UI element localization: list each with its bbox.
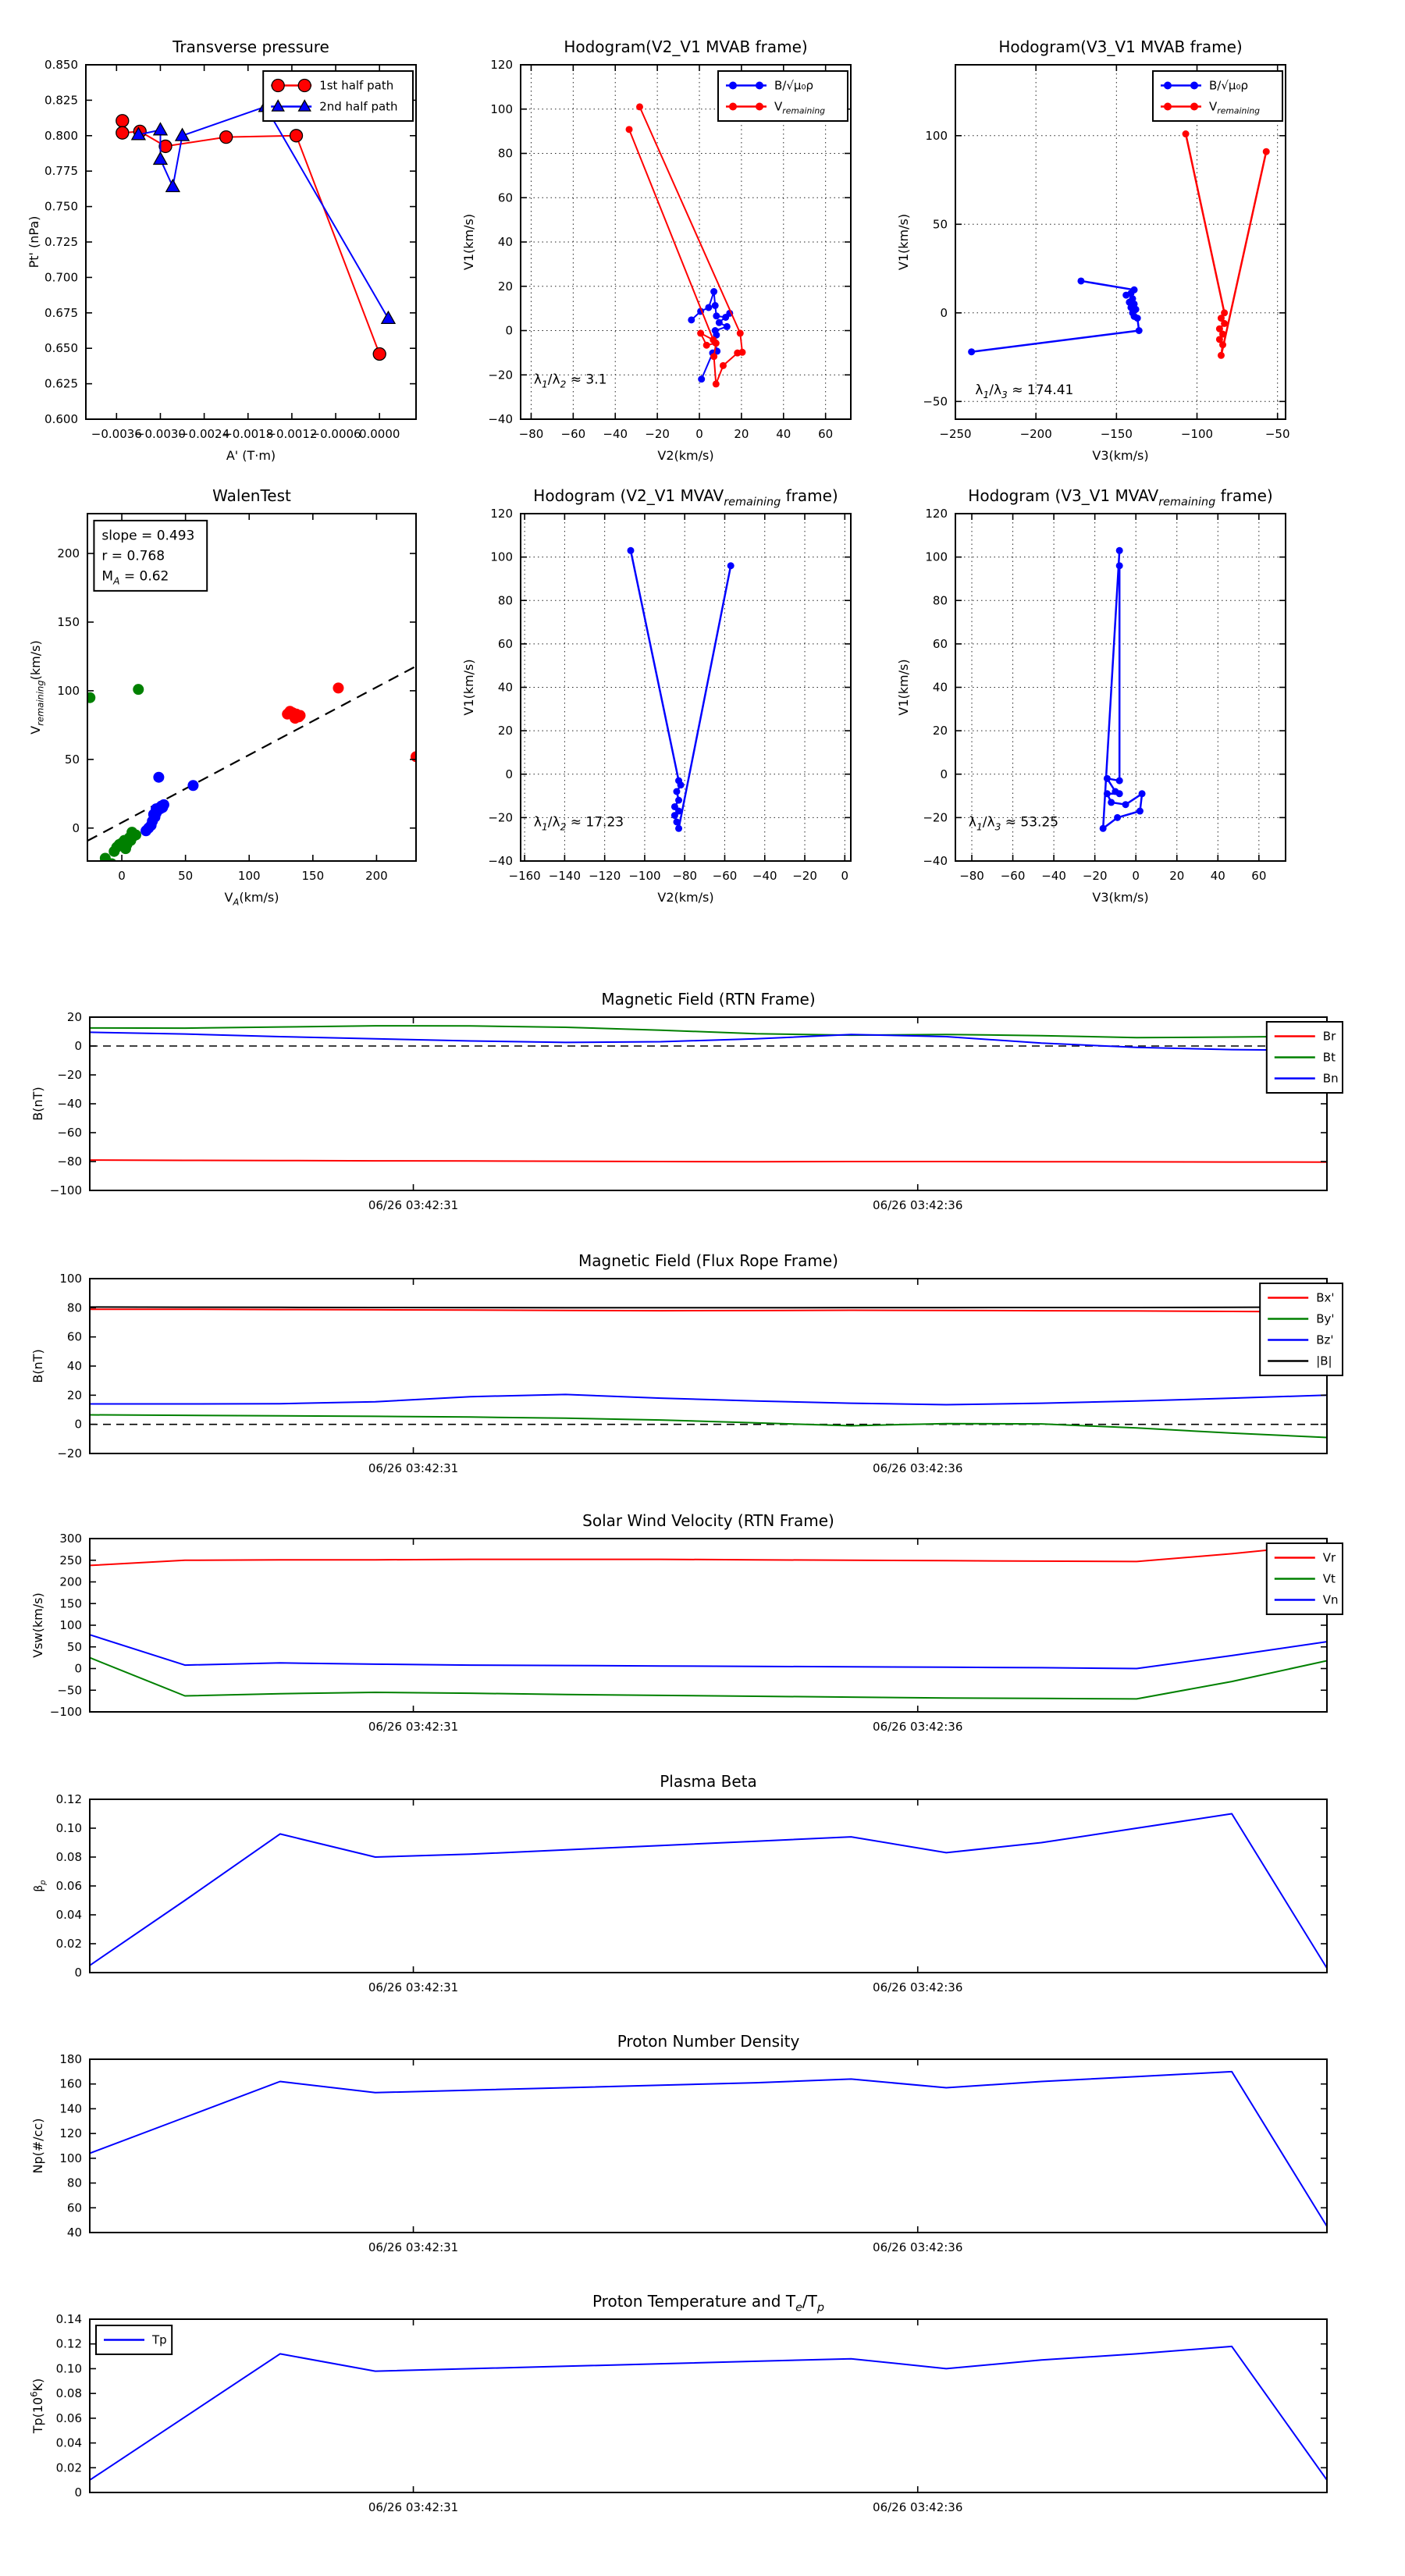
ytick-label: 0.04	[55, 1908, 82, 1922]
xtick-label: 150	[301, 869, 325, 883]
ytick-label: 0.675	[44, 305, 78, 320]
ytick-label: 0.775	[44, 164, 78, 179]
ytick-label: 100	[490, 550, 513, 564]
xtick-label: 06/26 03:42:36	[873, 2240, 963, 2254]
ytick-label: 200	[59, 1574, 82, 1589]
xlabel: $V_A(km/s)$	[224, 890, 279, 908]
ylabel: B(nT)	[30, 1349, 45, 1383]
panel-hodogram-v3v1-mvab	[889, 22, 1360, 471]
xlabel: A' (T·m)	[226, 448, 276, 463]
ytick-label: 40	[932, 680, 948, 695]
xtick-label: −0.0006	[310, 427, 361, 441]
stats-line: $M_A = 0.62$	[101, 568, 169, 587]
ytick-label: 120	[925, 507, 948, 521]
ytick-label: −40	[488, 412, 513, 426]
xtick-label: 60	[1251, 869, 1267, 883]
legend-label: $V_{remaining}$	[774, 99, 826, 116]
title: WalenTest	[212, 486, 291, 505]
ytick-label: 40	[497, 235, 513, 249]
stats-line: r = 0.768	[101, 548, 165, 564]
ytick-label: 100	[490, 101, 513, 116]
xtick-label: −60	[560, 427, 586, 441]
ytick-label: 0.06	[55, 1879, 82, 1893]
chart-hodogram-v3v1-mvav	[889, 471, 1360, 909]
title: Proton Temperature and $T_e/T_p$	[592, 2292, 825, 2314]
series--b-	[90, 1307, 1327, 1308]
ytick-label: 150	[59, 1596, 82, 1611]
xtick-label: 06/26 03:42:31	[368, 1198, 459, 1212]
stats-line: slope = 0.493	[101, 528, 195, 544]
ytick-label: 0	[74, 1661, 82, 1676]
xtick-label: 0	[1132, 869, 1140, 883]
ylabel: $V_{remaining}(km/s)$	[28, 640, 46, 735]
ytick-label: 120	[490, 507, 513, 521]
ytick-label: −40	[488, 854, 513, 868]
ytick-label: −60	[57, 1126, 82, 1140]
ytick-label: 60	[497, 190, 513, 205]
xtick-label: −50	[1264, 427, 1290, 441]
chart-hodogram-v3v1-mvab	[889, 22, 1360, 468]
legend	[1267, 1022, 1343, 1093]
annotation: $\lambda_1/\lambda_2 \approx 17.23$	[533, 814, 624, 833]
xtick-label: −80	[518, 427, 544, 441]
ytick-label: −50	[923, 394, 948, 409]
panel-magnetic-field-flux-rope	[23, 1236, 1401, 1506]
chart-walen-test	[21, 471, 490, 909]
ytick-label: 0.14	[55, 2312, 82, 2326]
ytick-label: 100	[59, 1272, 82, 1286]
xtick-label: −200	[1019, 427, 1052, 441]
xtick-label: −40	[1041, 869, 1066, 883]
legend-label: Tp	[152, 2332, 167, 2347]
xtick-label: 0	[118, 869, 126, 883]
ytick-label: 0.750	[44, 199, 78, 214]
ytick-label: 60	[66, 2201, 82, 2215]
ytick-label: −20	[57, 1446, 82, 1461]
title: Hodogram (V2_V1 $MVAV_{remaining}$ frame)	[533, 486, 838, 509]
ylabel: V1(km/s)	[896, 659, 911, 716]
ylabel: Np(#/cc)	[30, 2118, 45, 2174]
ytick-label: 80	[932, 593, 948, 608]
ylabel: B(nT)	[30, 1087, 45, 1121]
ytick-label: 60	[497, 636, 513, 651]
legend-label: B/√μ₀ρ	[774, 78, 813, 93]
ytick-label: −40	[923, 854, 948, 868]
xlabel: V2(km/s)	[657, 890, 714, 905]
legend-label: Br	[1322, 1029, 1336, 1044]
ytick-label: 0.08	[55, 2386, 82, 2401]
legend-label: 2nd half path	[319, 99, 398, 114]
ytick-label: 0	[74, 1966, 82, 1980]
ytick-label: 180	[59, 2052, 82, 2066]
xtick-label: 200	[365, 869, 388, 883]
title: Proton Number Density	[617, 2032, 800, 2051]
title: Hodogram(V3_V1 MVAB frame)	[998, 37, 1243, 56]
legend-label: By'	[1316, 1311, 1335, 1326]
legend	[1153, 71, 1282, 121]
xtick-label: 100	[237, 869, 261, 883]
ytick-label: 0.04	[55, 2435, 82, 2450]
xtick-label: −0.0036	[91, 427, 142, 441]
xtick-label: 0.0000	[358, 427, 400, 441]
xtick-label: −60	[1000, 869, 1026, 883]
legend-label: Bt	[1322, 1050, 1336, 1065]
xtick-label: −40	[752, 869, 777, 883]
xtick-label: 60	[818, 427, 834, 441]
ytick-label: 50	[66, 1639, 82, 1654]
ytick-label: 0.800	[44, 128, 78, 143]
ytick-label: 0.10	[55, 2361, 82, 2376]
ytick-label: 160	[59, 2076, 82, 2091]
legend-label: Vr	[1322, 1550, 1336, 1565]
chart-hodogram-v2v1-mvab	[454, 22, 925, 468]
ytick-label: 0	[74, 1417, 82, 1432]
ytick-label: 0	[940, 305, 948, 320]
ytick-label: 150	[57, 614, 80, 629]
xtick-label: −20	[792, 869, 817, 883]
ytick-label: −80	[57, 1155, 82, 1169]
panel-solar-wind-velocity	[23, 1496, 1401, 1764]
chart-transverse-pressure	[20, 22, 490, 468]
ylabel: $\beta_p$	[33, 1880, 48, 1892]
legend-label: Vn	[1322, 1592, 1339, 1607]
annotation: $\lambda_1/\lambda_3 \approx 174.41$	[975, 382, 1074, 400]
ytick-label: 0.02	[55, 2460, 82, 2475]
ytick-label: 0.08	[55, 1850, 82, 1864]
ytick-label: 0	[940, 767, 948, 781]
xtick-label: −250	[939, 427, 972, 441]
xtick-label: 06/26 03:42:31	[368, 1720, 459, 1734]
legend	[1260, 1283, 1343, 1375]
title: Solar Wind Velocity (RTN Frame)	[582, 1511, 834, 1530]
xtick-label: 20	[734, 427, 749, 441]
xtick-label: −0.0012	[266, 427, 318, 441]
panel-proton-temperature	[23, 2276, 1401, 2545]
ytick-label: 0	[72, 820, 80, 835]
title: Hodogram (V3_V1 $MVAV_{remaining}$ frame)	[968, 486, 1273, 509]
ylabel: V1(km/s)	[896, 213, 911, 271]
ytick-label: 100	[57, 683, 80, 698]
xtick-label: −40	[603, 427, 628, 441]
ytick-label: −100	[49, 1183, 82, 1197]
xtick-label: −160	[508, 869, 541, 883]
ytick-label: 0	[505, 323, 513, 338]
annotation: $\lambda_1/\lambda_2 \approx 3.1$	[533, 372, 607, 390]
legend-label: Bz'	[1316, 1332, 1334, 1347]
xtick-label: 06/26 03:42:36	[873, 1720, 963, 1734]
title: Magnetic Field (Flux Rope Frame)	[578, 1251, 838, 1270]
legend	[263, 71, 413, 121]
xtick-label: −20	[1082, 869, 1108, 883]
chart-proton-temperature	[23, 2276, 1401, 2541]
xtick-label: 06/26 03:42:36	[873, 1461, 963, 1475]
legend-label: |B|	[1316, 1354, 1332, 1368]
ytick-label: −20	[923, 810, 948, 825]
ytick-label: 0.12	[55, 1792, 82, 1806]
ytick-label: 20	[497, 279, 513, 294]
xtick-label: −20	[645, 427, 670, 441]
ytick-label: −100	[49, 1705, 82, 1719]
ytick-label: −20	[488, 368, 513, 382]
ytick-label: −20	[488, 810, 513, 825]
chart-magnetic-field-flux-rope	[23, 1236, 1401, 1502]
xtick-label: 06/26 03:42:31	[368, 1461, 459, 1475]
xtick-label: −60	[712, 869, 738, 883]
xlabel: V2(km/s)	[657, 448, 714, 463]
ytick-label: 80	[66, 2176, 82, 2190]
ytick-label: 80	[66, 1300, 82, 1315]
ytick-label: 0.625	[44, 376, 78, 391]
ytick-label: −40	[57, 1097, 82, 1111]
chart-proton-number-density	[23, 2016, 1401, 2281]
xtick-label: −140	[548, 869, 582, 883]
ytick-label: 0	[74, 2485, 82, 2500]
ytick-label: 0.02	[55, 1937, 82, 1951]
xtick-label: −100	[628, 869, 661, 883]
xtick-label: 40	[776, 427, 791, 441]
xlabel: V3(km/s)	[1092, 448, 1149, 463]
ytick-label: 40	[66, 1359, 82, 1373]
ytick-label: 0	[74, 1039, 82, 1053]
xtick-label: −0.0024	[179, 427, 230, 441]
ytick-label: −50	[57, 1683, 82, 1698]
panel-transverse-pressure	[20, 22, 490, 471]
xtick-label: 50	[178, 869, 194, 883]
panel-proton-number-density	[23, 2016, 1401, 2285]
ytick-label: 40	[66, 2226, 82, 2240]
legend-label: B/√μ₀ρ	[1209, 78, 1248, 93]
ytick-label: 60	[66, 1329, 82, 1344]
chart-plasma-beta	[23, 1756, 1401, 2021]
ylabel: Pt' (nPa)	[27, 215, 41, 269]
chart-magnetic-field-rtn	[23, 974, 1401, 1239]
legend-label: Bx'	[1316, 1290, 1335, 1305]
xtick-label: 0	[841, 869, 849, 883]
ytick-label: −20	[57, 1068, 82, 1082]
panel-magnetic-field-rtn	[23, 974, 1401, 1243]
xtick-label: 0	[695, 427, 703, 441]
ytick-label: 250	[59, 1553, 82, 1567]
chart-hodogram-v2v1-mvav	[454, 471, 925, 909]
ytick-label: 0.650	[44, 341, 78, 356]
ylabel: V1(km/s)	[461, 213, 476, 271]
ytick-label: 20	[932, 724, 948, 738]
ytick-label: 20	[497, 724, 513, 738]
title: Transverse pressure	[173, 37, 329, 56]
xtick-label: 06/26 03:42:31	[368, 2500, 459, 2514]
ytick-label: 0.725	[44, 235, 78, 249]
xtick-label: 06/26 03:42:36	[873, 1980, 963, 1994]
title: Plasma Beta	[660, 1772, 757, 1791]
ytick-label: 100	[59, 1618, 82, 1632]
legend-label: $V_{remaining}$	[1209, 99, 1261, 116]
xtick-label: 06/26 03:42:36	[873, 1198, 963, 1212]
annotation: $\lambda_1/\lambda_3 \approx 53.25$	[968, 814, 1059, 833]
ytick-label: 80	[497, 593, 513, 608]
xlabel: V3(km/s)	[1092, 890, 1149, 905]
ylabel: V1(km/s)	[461, 659, 476, 716]
ytick-label: 120	[490, 58, 513, 72]
title: Magnetic Field (RTN Frame)	[601, 990, 816, 1009]
ytick-label: 140	[59, 2101, 82, 2116]
legend	[96, 2325, 172, 2354]
ytick-label: 120	[59, 2126, 82, 2141]
xtick-label: 06/26 03:42:31	[368, 2240, 459, 2254]
title: Hodogram(V2_V1 MVAB frame)	[564, 37, 808, 56]
ytick-label: 20	[66, 1388, 82, 1403]
ytick-label: 0.700	[44, 270, 78, 285]
chart-solar-wind-velocity	[23, 1496, 1401, 1760]
ylabel: $Tp(10^6K)$	[28, 2378, 45, 2434]
panel-walen-test	[21, 471, 490, 913]
ytick-label: 80	[497, 146, 513, 161]
ytick-label: 200	[57, 546, 80, 561]
ytick-label: 100	[925, 550, 948, 564]
xtick-label: −0.0030	[134, 427, 186, 441]
ytick-label: 20	[66, 1010, 82, 1024]
xtick-label: 06/26 03:42:36	[873, 2500, 963, 2514]
xtick-label: 20	[1169, 869, 1185, 883]
xtick-label: −150	[1100, 427, 1133, 441]
ytick-label: 0	[505, 767, 513, 781]
ytick-label: 0.10	[55, 1821, 82, 1835]
xtick-label: −120	[589, 869, 621, 883]
xtick-label: −80	[672, 869, 698, 883]
panel-plasma-beta	[23, 1756, 1401, 2025]
ytick-label: 100	[925, 128, 948, 143]
panel-hodogram-v2v1-mvab	[454, 22, 925, 471]
ytick-label: 300	[59, 1532, 82, 1546]
ytick-label: 0.825	[44, 93, 78, 108]
ytick-label: 0.06	[55, 2411, 82, 2425]
legend-label: Vt	[1322, 1571, 1336, 1586]
ytick-label: 60	[932, 636, 948, 651]
legend	[718, 71, 848, 121]
ytick-label: 100	[59, 2151, 82, 2165]
xtick-label: 40	[1210, 869, 1225, 883]
legend-label: 1st half path	[319, 78, 394, 93]
ytick-label: 40	[497, 680, 513, 695]
ytick-label: 0.600	[44, 412, 78, 426]
ytick-label: 50	[932, 217, 948, 232]
ytick-label: 0.850	[44, 58, 78, 72]
ytick-label: 0.12	[55, 2336, 82, 2351]
xtick-label: −0.0018	[222, 427, 274, 441]
panel-hodogram-v3v1-mvav	[889, 471, 1360, 913]
panel-hodogram-v2v1-mvav	[454, 471, 925, 913]
xtick-label: 06/26 03:42:31	[368, 1980, 459, 1994]
ytick-label: 50	[64, 752, 80, 767]
xtick-label: −100	[1180, 427, 1214, 441]
ylabel: Vsw(km/s)	[30, 1592, 45, 1658]
legend-label: Bn	[1322, 1071, 1339, 1086]
xtick-label: −80	[959, 869, 984, 883]
legend	[1267, 1543, 1343, 1614]
